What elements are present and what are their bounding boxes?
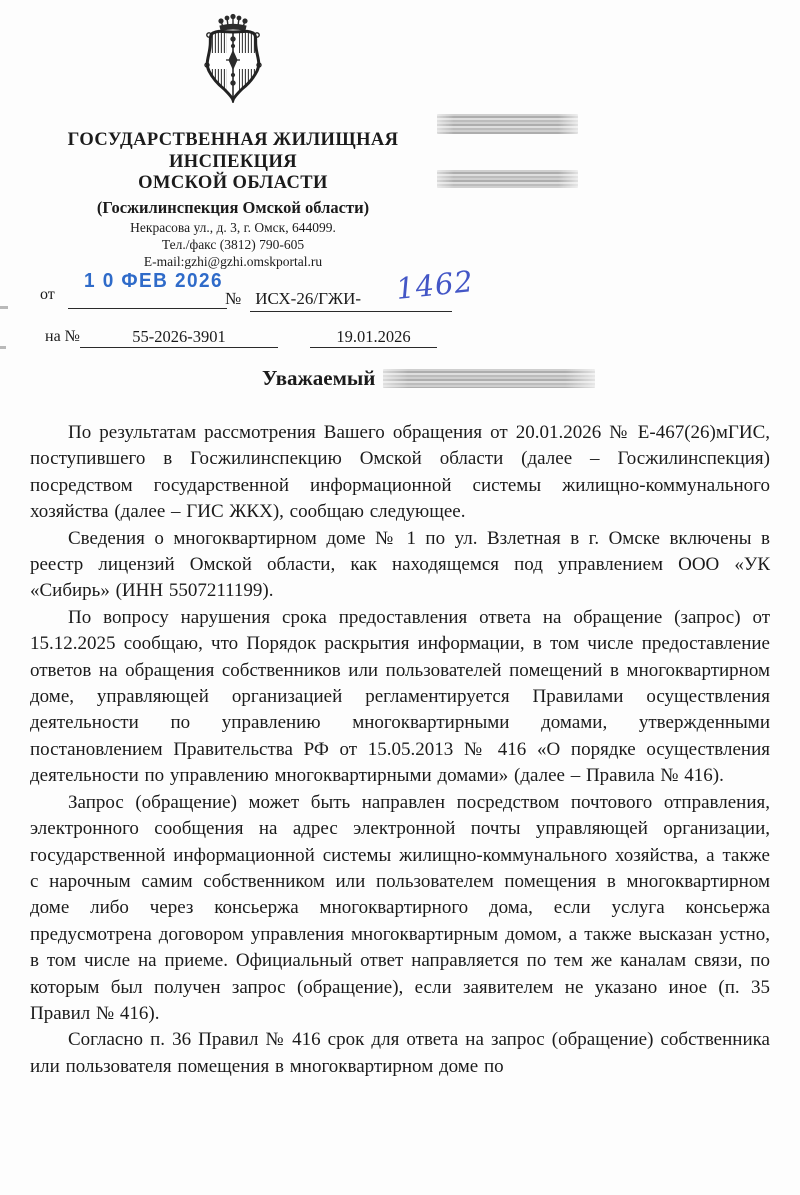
- body-paragraph: По вопросу нарушения срока предоставления ответа на обращение (запрос) от 15.12.2025 сообщаю, что Порядок раскрытия информации, в том числе предоставление ответов на обращения собственников или пользователей помещений в многоквартирном доме, управляющей организацией регламентируется Правилами осуществления деятельности по управлению многоквартирными домами, утвержденными постановлением Правительства РФ от 15.05.2013 № 416 «О порядке осуществления деятельности по управлению многоквартирными домами» (далее – Правила № 416).: [30, 606, 770, 787]
- letter-body: [30, 420, 770, 1080]
- number-sign: №: [225, 289, 242, 308]
- redaction-bar-addressee-name: [383, 369, 595, 388]
- body-paragraph: Запрос (обращение) может быть направлен посредством почтового отправления, электронного сообщения на адрес электронной почты управляющей организации, государственной информационной системы жилищно-коммунального хозяйства, а также с нарочным самим собственником или пользователем помещения в многоквартирном доме либо через консьержа многоквартирного дома, если услуга консьержа предусмотрена договором управления многоквартирным домом, а также высказан устно, в том числе на приеме. Официальный ответ направляется по тем же каналам связи, по которым был получен запрос (обращение), если заявителем не указано иное (п. 35 Правил № 416).: [30, 791, 770, 1024]
- org-phone: Тел./факс (3812) 790-605: [161, 236, 305, 252]
- reply-number: 55-2026-3901: [132, 327, 226, 346]
- reply-to-label: на №: [45, 328, 80, 345]
- reply-date-underline: [310, 347, 437, 348]
- outgoing-number-prefix: ИСХ-26/ГЖИ-: [255, 289, 362, 308]
- salutation: [262, 366, 595, 391]
- date-stamp: 1 0 ФЕВ 2026: [84, 270, 223, 292]
- redaction-bar-recipient-1: [437, 114, 578, 134]
- org-address: Некрасова ул., д. 3, г. Омск, 644099.: [130, 219, 336, 235]
- org-name-line2: ИНСПЕКЦИЯ: [168, 151, 298, 172]
- redaction-bar-recipient-2: [437, 170, 578, 188]
- outgoing-number: [225, 289, 361, 309]
- reply-number-underline: [80, 347, 278, 348]
- org-name-line3: ОМСКОЙ ОБЛАСТИ: [138, 173, 328, 193]
- handwritten-number: 1462: [394, 264, 476, 306]
- coat-of-arms-icon: [199, 13, 267, 103]
- body-paragraph: Согласно п. 36 Правил № 416 срок для ответа на запрос (обращение) собственника или пользователя помещения в многоквартирном доме по: [30, 1029, 770, 1077]
- letterhead: [58, 130, 408, 270]
- body-paragraph: Сведения о многоквартирном доме № 1 по ул. Взлетная в г. Омске включены в реестр лицензий Омской области, как находящемся под управлением ООО «УК «Сибирь» (ИНН 5507211199).: [30, 527, 770, 602]
- from-underline: [68, 308, 227, 309]
- org-name-line1: ГОСУДАРСТВЕННАЯ ЖИЛИЩНАЯ: [67, 130, 399, 150]
- scan-edge-artifact: [0, 306, 8, 309]
- number-underline: [250, 311, 452, 312]
- org-email: E-mail:gzhi@gzhi.omskportal.ru: [143, 253, 323, 269]
- scan-edge-artifact: [0, 346, 6, 349]
- reply-date: 19.01.2026: [336, 327, 411, 346]
- body-paragraph: По результатам рассмотрения Вашего обращения от 20.01.2026 № Е-467(26)мГИС, поступившего в Госжилинспекцию Омской области (далее – Госжилинспекция) посредством государственной информационной системы жилищно-коммунального хозяйства (далее – ГИС ЖКХ), сообщаю следующее.: [30, 422, 770, 523]
- from-label: от: [40, 286, 55, 303]
- org-short-name: (Госжилинспекция Омской области): [96, 197, 370, 217]
- salutation-text: Уважаемый: [262, 366, 376, 390]
